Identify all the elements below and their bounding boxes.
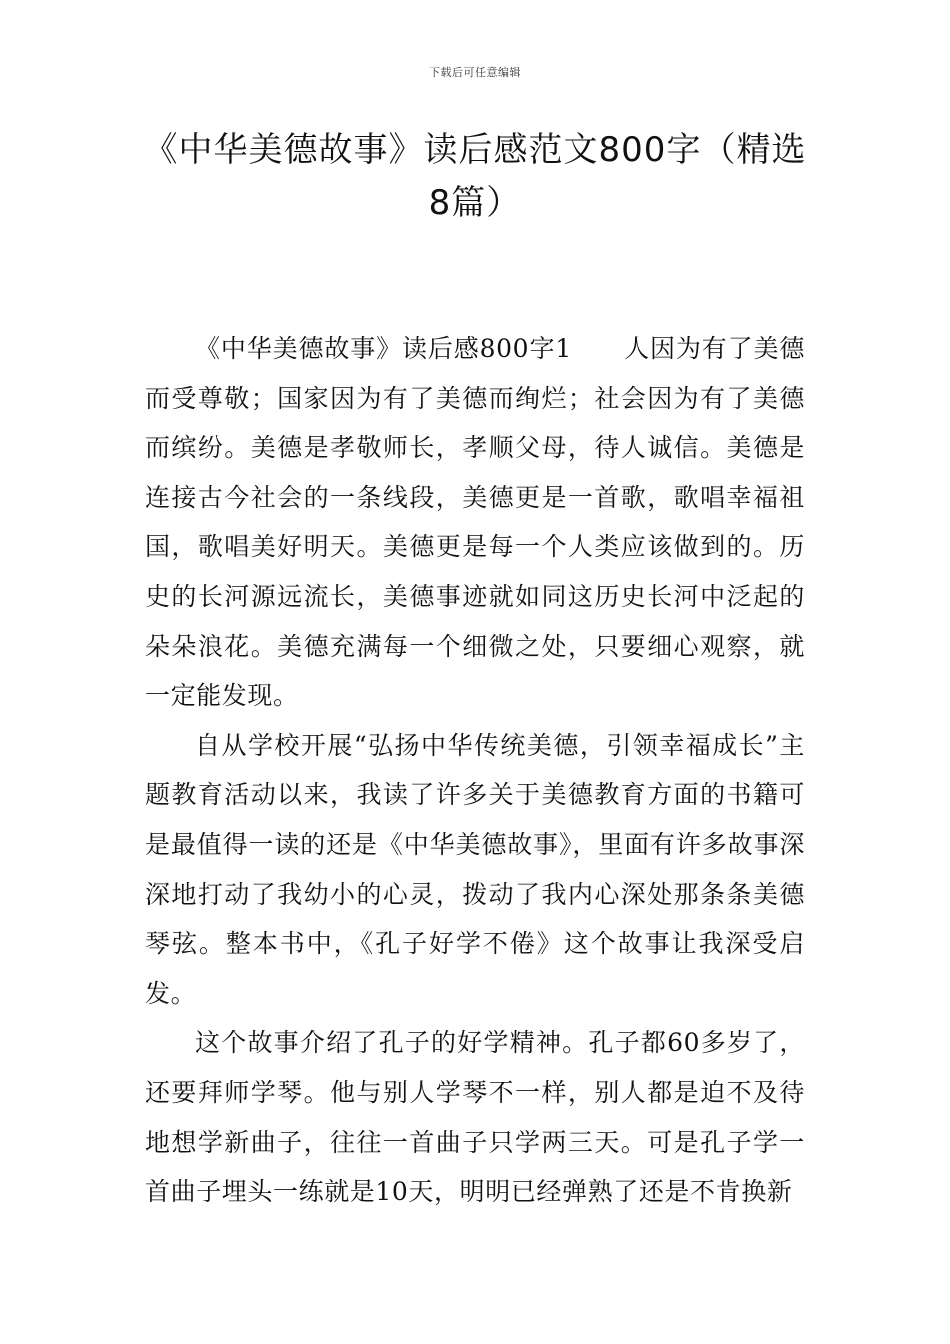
document-title: 《中华美德故事》读后感范文800字（精选8篇） [143, 130, 807, 223]
document-body [145, 324, 805, 1217]
section-heading: 《中华美德故事》读后感800字1 [195, 334, 572, 363]
paragraph-1 [145, 324, 805, 721]
paragraph-3: 这个故事介绍了孔子的好学精神。孔子都60多岁了，还要拜师学琴。他与别人学琴不一样，别人都是迫不及待地想学新曲子，往往一首曲子只学两三天。可是孔子学一首曲子埋头一练就是10天，明明已经弹熟了还是不肯换新 [145, 1028, 805, 1207]
header-note: 下载后可任意编辑 [429, 66, 521, 79]
paragraph-1-text: 人因为有了美德而受尊敬；国家因为有了美德而绚烂；社会因为有了美德而缤纷。美德是孝敬师长，孝顺父母，待人诚信。美德是连接古今社会的一条线段，美德更是一首歌，歌唱幸福祖国，歌唱美好明天。美德更是每一个人类应该做到的。历史的长河源远流长，美德事迹就如同这历史长河中泛起的朵朵浪花。美德充满每一个细微之处，只要细心观察，就一定能发现。 [145, 334, 805, 711]
paragraph-2: 自从学校开展“弘扬中华传统美德，引领幸福成长”主题教育活动以来，我读了许多关于美德教育方面的书籍可是最值得一读的还是《中华美德故事》，里面有许多故事深深地打动了我幼小的心灵，拨动了我内心深处那条条美德琴弦。整本书中，《孔子好学不倦》这个故事让我深受启发。 [145, 730, 805, 1008]
